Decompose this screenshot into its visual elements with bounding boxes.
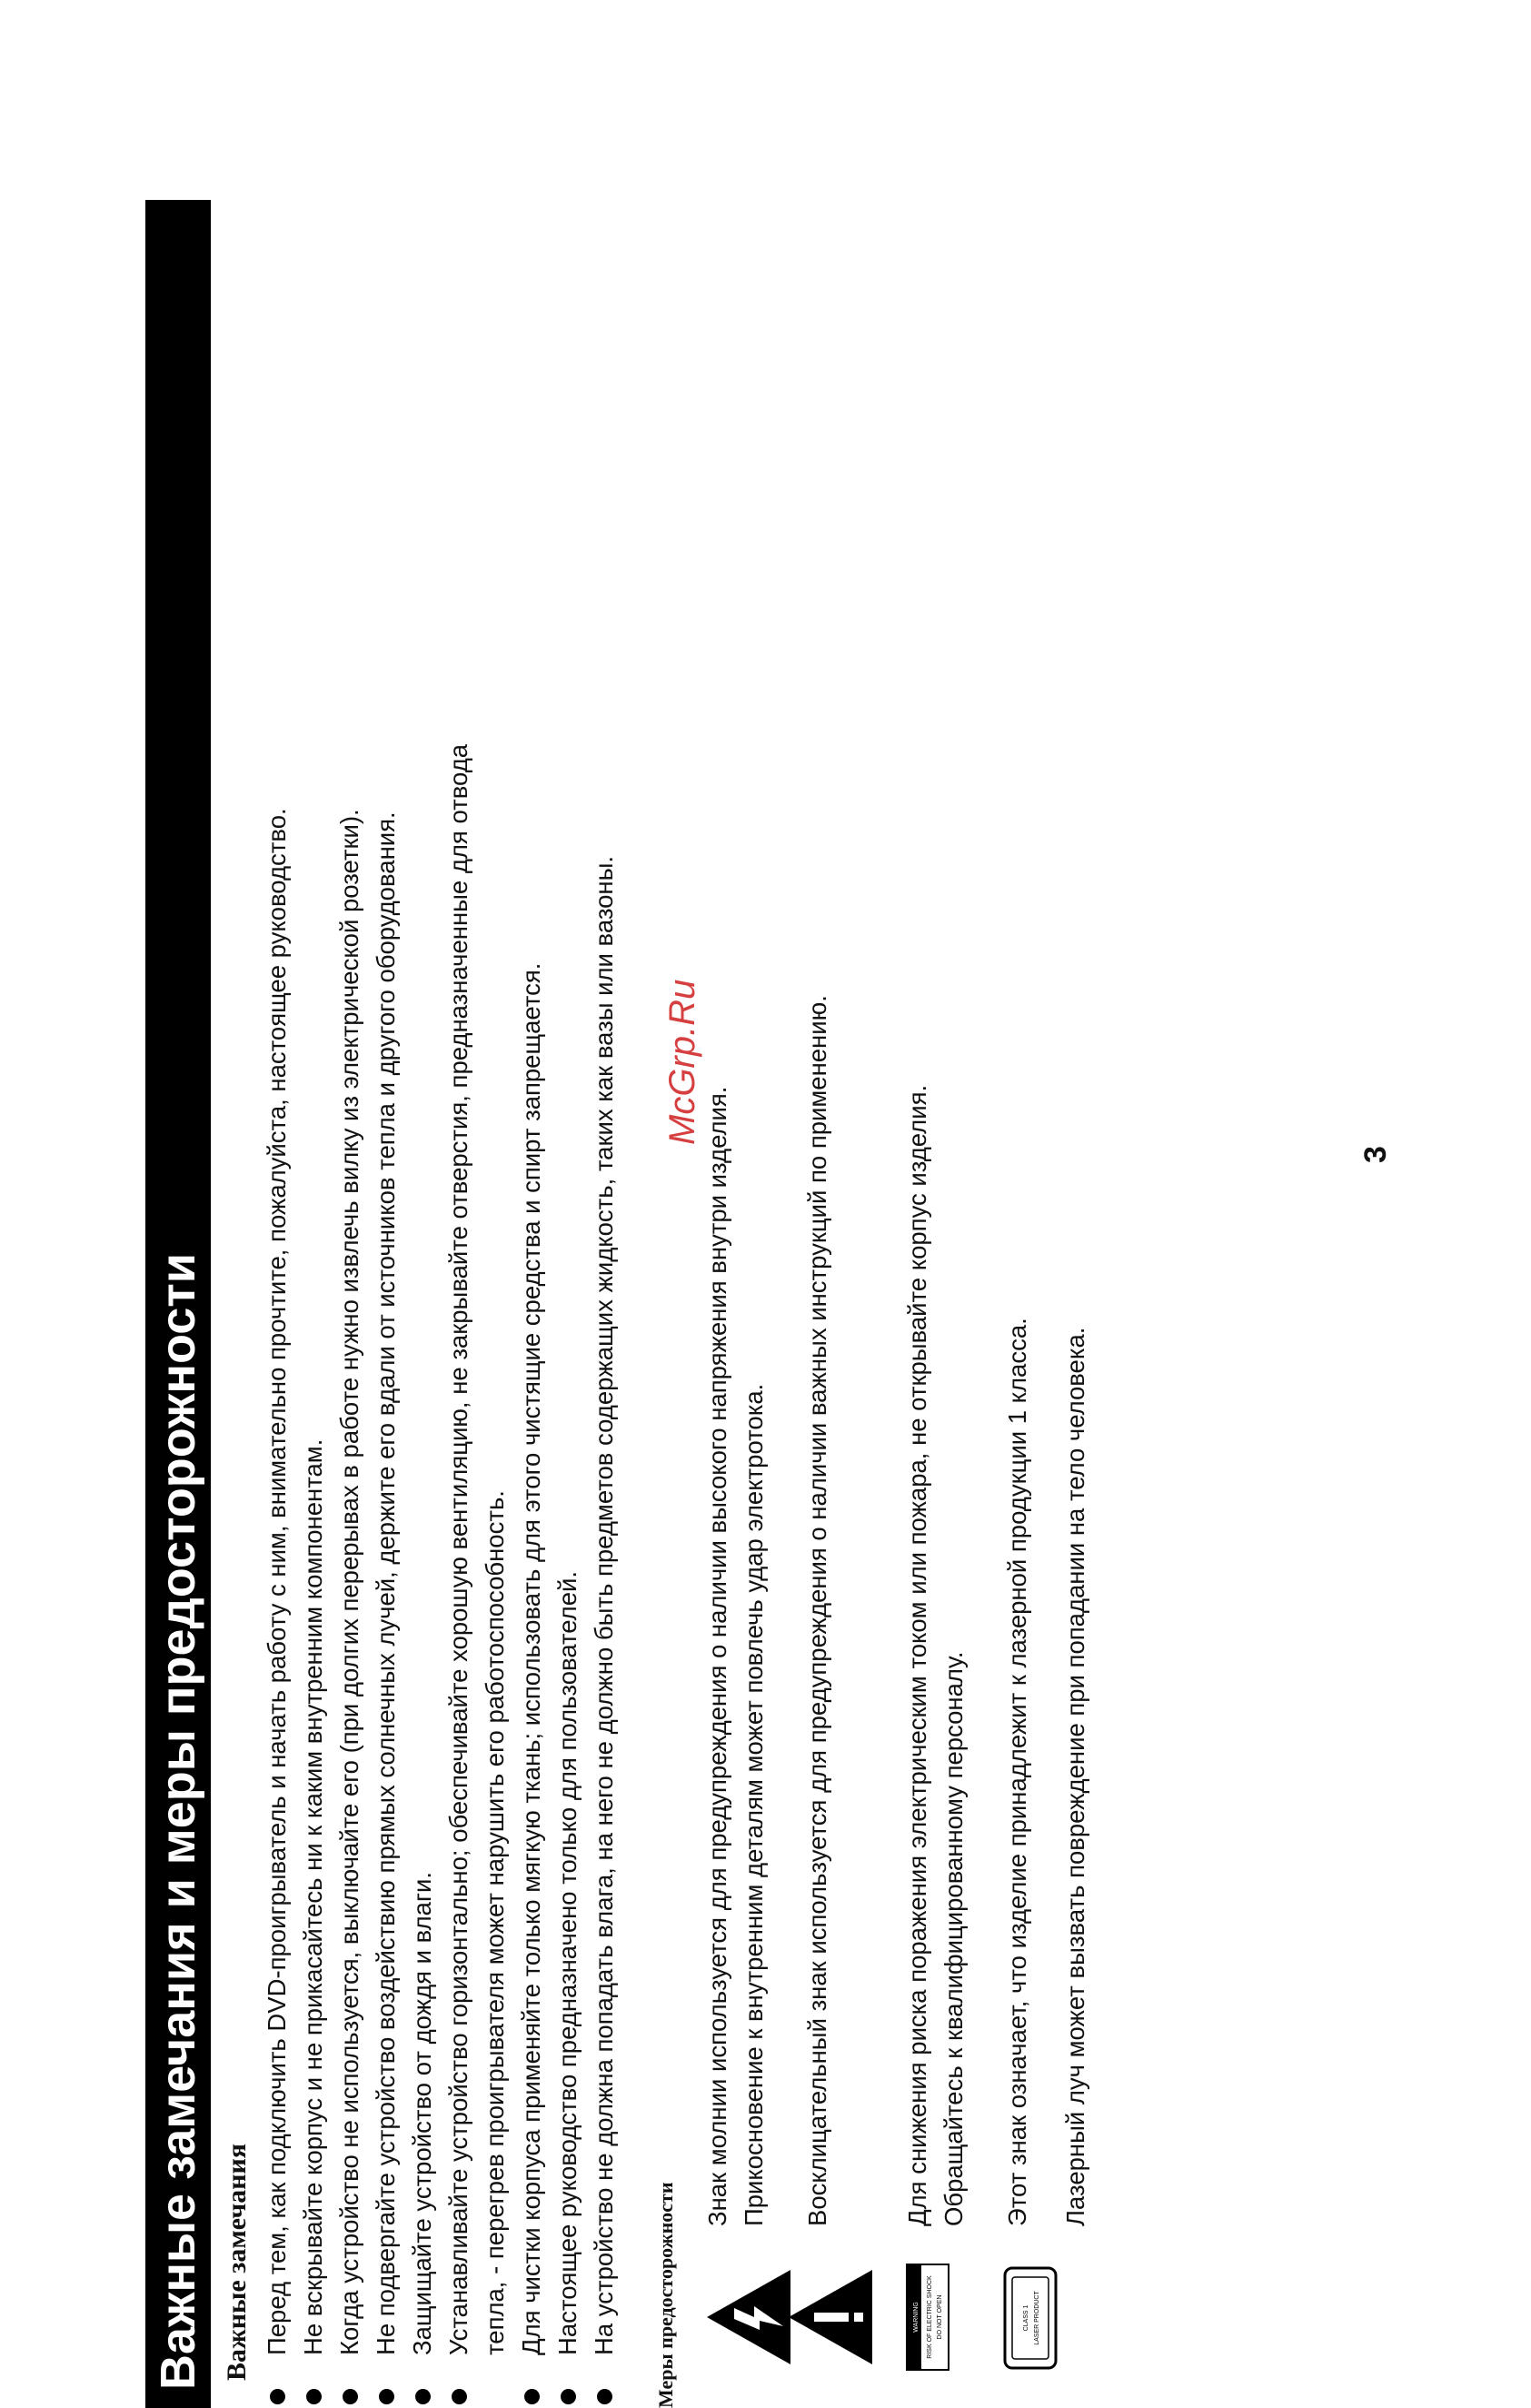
exclamation-warning-icon: [781, 2263, 881, 2372]
svg-text:LASER PRODUCT: LASER PRODUCT: [1034, 2291, 1040, 2345]
page-title: Важные замечания и меры предосторожности: [145, 200, 211, 2408]
precautions-heading: Меры предосторожности: [654, 2182, 677, 2408]
list-item: Для чистки корпуса применяйте только мягкую ткань; использовать для этого чистящие средства и спирт запрещается.: [513, 700, 550, 2408]
page-number: 3: [1358, 1146, 1393, 1163]
precaution-text: Лазерный луч может вызвать повреждение при попадании на тело человека.: [1061, 1327, 1089, 2226]
list-item: Защищайте устройство от дождя и влаги.: [404, 700, 441, 2408]
precaution-text: Знак молнии используется для предупреждения о наличии высокого напряжения внутри изделия. Прикосновение к внутренним деталям может повлечь удар электротока.: [703, 1086, 768, 2226]
svg-text:RISK OF ELECTRIC SHOCK: RISK OF ELECTRIC SHOCK: [927, 2275, 933, 2359]
precaution-text: Для снижения риска поражения электрическим током или пожара, не открывайте корпус изделия. Обращайтесь к квалифицированному персоналу.: [903, 1084, 968, 2226]
notes-list: [259, 700, 622, 2408]
list-item: Не вскрывайте корпус и не прикасайтесь ни к каким внутренним компонентам.: [295, 700, 332, 2408]
svg-text:WARNING: WARNING: [913, 2302, 920, 2333]
precaution-item: [781, 500, 881, 2408]
list-item: Когда устройство не используется, выключайте его (при долгих перерывах в работе нужно извлечь вилку из электрической розетки).: [332, 700, 368, 2408]
list-item: Не подвергайте устройство воздействию прямых солнечных лучей, держите его вдали от источников тепла и другого оборудования.: [368, 700, 404, 2408]
precaution-item: [900, 500, 999, 2408]
list-item: Перед тем, как подключить DVD-проигрыватель и начать работу с ним, внимательно прочтите, пожалуйста, настоящее руководство.: [259, 700, 295, 2408]
list-item: Устанавливайте устройство горизонтально; обеспечивайте хорошую вентиляцию, не закрывайте отверстия, предназначенные для отвода тепла, - перегрев проигрывателя может нарушить его работоспособность.: [441, 700, 513, 2408]
svg-text:DO NOT OPEN: DO NOT OPEN: [937, 2294, 943, 2340]
rotated-page: [145, 200, 1436, 2408]
list-item: Настоящее руководство предназначено только для пользователей.: [550, 700, 586, 2408]
warning-label-icon: [900, 2263, 999, 2372]
svg-text:CLASS 1: CLASS 1: [1023, 2304, 1029, 2332]
watermark: McGrp.Ru: [662, 979, 702, 1145]
precaution-item: [1058, 500, 1158, 2408]
precaution-text: Этот знак означает, что изделие принадлежит к лазерной продукции 1 класса.: [1003, 1318, 1031, 2226]
notes-heading: Важные замечания: [222, 2143, 252, 2381]
list-item: На устройство не должна попадать влага, на него не должно быть предметов содержащих жидкость, таких как вазы или вазоны.: [586, 700, 622, 2408]
precaution-text: Восклицательный знак используется для предупреждения о наличии важных инструкций по применению.: [803, 995, 831, 2226]
